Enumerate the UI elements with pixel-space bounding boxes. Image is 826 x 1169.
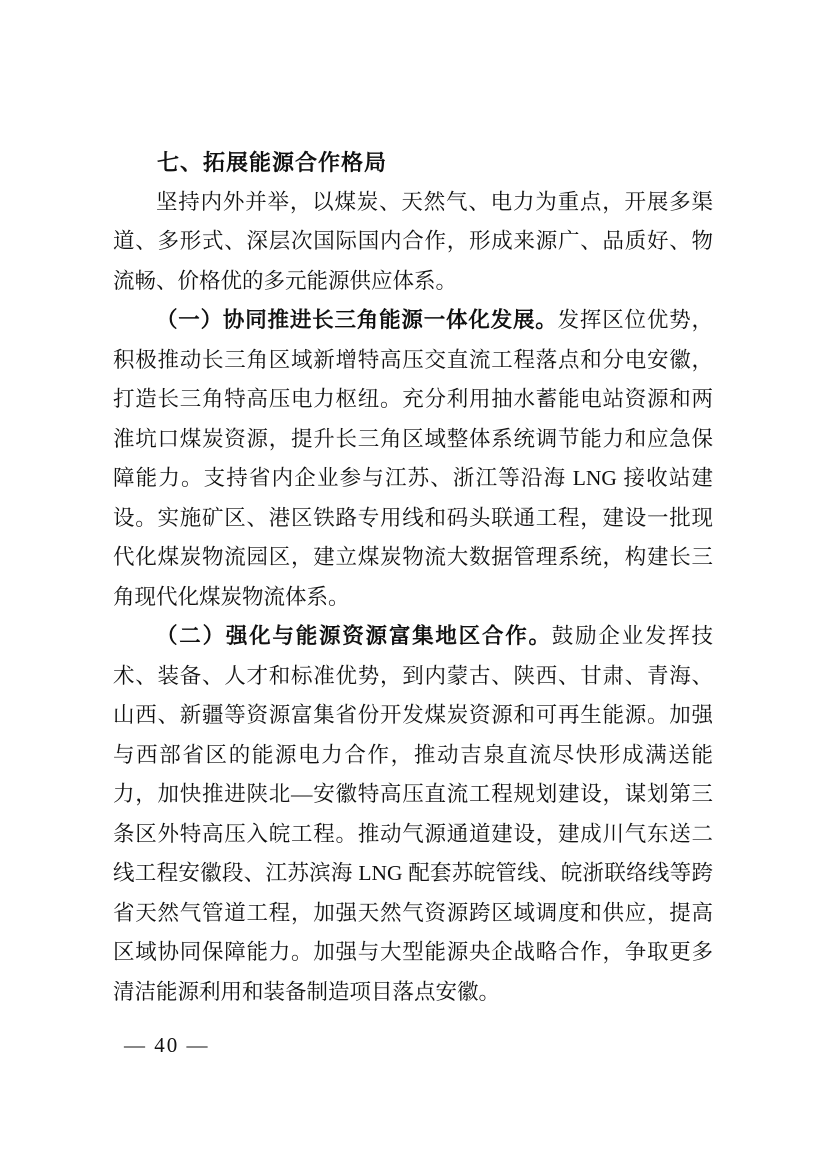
paragraph-subsection-1-text: 发挥区位优势，积极推动长三角区域新增特高压交直流工程落点和分电安徽，打造长三角特高压电力枢纽。充分利用抽水蓄能电站资源和两淮坑口煤炭资源，提升长三角区域整体系统调节能力和应急保障能力。支持省内企业参与江苏、浙江等沿海 LNG 接收站建设。实施矿区、港区铁路专用线和码头联通工程，建设一批现代化煤炭物流园区，建立煤炭物流大数据管理系统，构建长三角现代化煤炭物流体系。 (113, 308, 713, 609)
paragraph-intro-text: 坚持内外并举，以煤炭、天然气、电力为重点，开展多渠道、多形式、深层次国际国内合作，形成来源广、品质好、物流畅、价格优的多元能源供应体系。 (113, 189, 713, 293)
document-body (113, 143, 713, 1012)
paragraph-subsection-2 (113, 617, 713, 1012)
paragraph-subsection-2-text: 鼓励企业发挥技术、装备、人才和标准优势，到内蒙古、陕西、甘肃、青海、山西、新疆等资源富集省份开发煤炭资源和可再生能源。加强与西部省区的能源电力合作，推动吉泉直流尽快形成满送能力，加快推进陕北—安徽特高压直流工程规划建设，谋划第三条区外特高压入皖工程。推动气源通道建设，建成川气东送二线工程安徽段、江苏滨海 LNG 配套苏皖管线、皖浙联络线等跨省天然气管道工程，加强天然气资源跨区域调度和供应，提高区域协同保障能力。加强与大型能源央企战略合作，争取更多清洁能源利用和装备制造项目落点安徽。 (113, 624, 713, 1004)
page-number: — 40 — (124, 1033, 210, 1057)
section-heading: 七、拓展能源合作格局 (157, 150, 388, 175)
paragraph-subsection-1-lead: （一）协同推进长三角能源一体化发展。 (156, 308, 558, 332)
paragraph-subsection-2-lead: （二）强化与能源资源富集地区合作。 (156, 624, 552, 648)
paragraph-subsection-1 (113, 301, 713, 617)
paragraph-intro (113, 183, 713, 302)
